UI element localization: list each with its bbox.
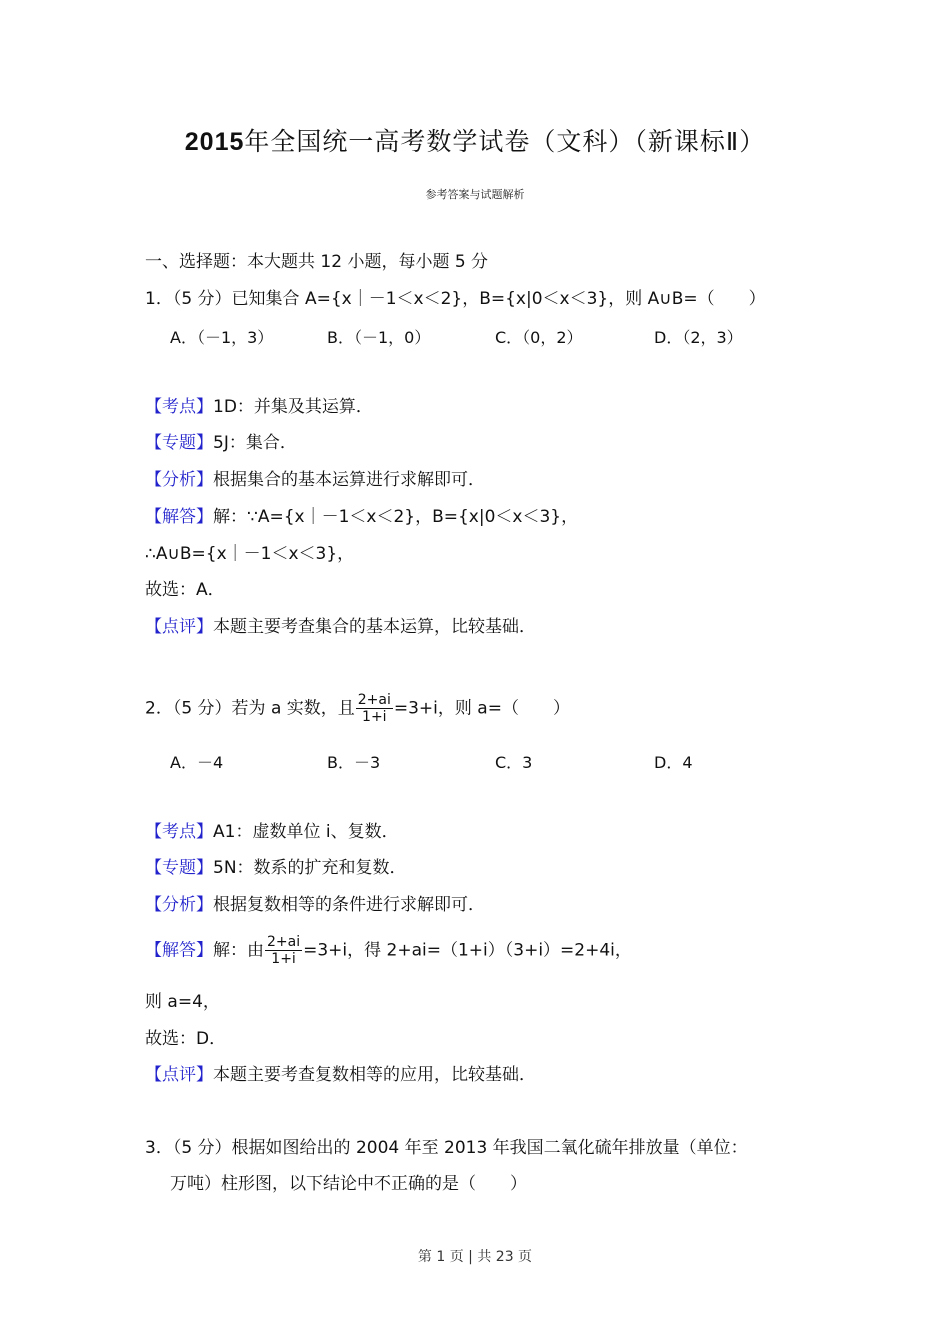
fenxi-tag: 【分析】 bbox=[145, 470, 213, 490]
fraction-denominator: 1+i bbox=[362, 709, 387, 725]
q2-kaodian bbox=[145, 821, 399, 843]
q1-dianping bbox=[145, 616, 536, 638]
jieda-prefix: 解：由 bbox=[213, 940, 264, 961]
dianping-text: 本题主要考查集合的基本运算，比较基础． bbox=[213, 617, 536, 637]
fenxi-tag: 【分析】 bbox=[145, 895, 213, 915]
q1-option-b: B．（－1，0） bbox=[327, 328, 431, 347]
dianping-text: 本题主要考查复数相等的应用，比较基础． bbox=[213, 1065, 536, 1085]
kaodian-tag: 【考点】 bbox=[145, 822, 213, 842]
q3-stem-line1: 3．（5 分）根据如图给出的 2004 年至 2013 年我国二氧化硫年排放量（单位： bbox=[145, 1138, 748, 1158]
q2-fenxi bbox=[145, 894, 485, 916]
q2-option-c: C．3 bbox=[495, 753, 533, 772]
page-footer: 第 1 页 | 共 23 页 bbox=[417, 1249, 533, 1265]
q3-stem-line2: 万吨）柱形图，以下结论中不正确的是（ ） bbox=[170, 1174, 527, 1194]
title-year: 2015 bbox=[184, 128, 245, 156]
q2-stem bbox=[145, 692, 570, 725]
zhuanti-text: 5N：数系的扩充和复数． bbox=[213, 858, 407, 878]
kaodian-tag: 【考点】 bbox=[145, 397, 213, 417]
q1-option-a: A．（－1，3） bbox=[170, 328, 274, 347]
jieda-line: 解：∵A={x｜－1＜x＜2}，B={x|0＜x＜3}， bbox=[213, 507, 579, 527]
zhuanti-tag: 【专题】 bbox=[145, 858, 213, 878]
fraction-numerator: 2+ai bbox=[357, 692, 391, 708]
subtitle: 参考答案与试题解析 bbox=[425, 188, 525, 201]
q2-stem-prefix: 2．（5 分）若为 a 实数，且 bbox=[145, 698, 355, 719]
q1-zhuanti bbox=[145, 432, 297, 454]
q1-jieda-line2: ∴A∪B={x｜－1＜x＜3}， bbox=[145, 544, 355, 564]
q2-fraction bbox=[356, 692, 393, 725]
title-text: 年全国统一高考数学试卷（文科）（新课标Ⅱ） bbox=[244, 127, 766, 156]
jieda-suffix: =3+i，得 2+ai=（1+i）（3+i）=2+4i， bbox=[303, 940, 632, 961]
q2-dianping bbox=[145, 1064, 536, 1086]
zhuanti-text: 5J：集合． bbox=[213, 433, 297, 453]
q1-kaodian bbox=[145, 396, 373, 418]
q1-options bbox=[0, 325, 950, 347]
page-title bbox=[0, 122, 950, 158]
q2-jieda-fraction bbox=[265, 934, 302, 967]
q1-jieda bbox=[145, 506, 578, 528]
q1-stem: 1．（5 分）已知集合 A={x｜－1＜x＜2}，B={x|0＜x＜3}，则 A∪B=（ ） bbox=[145, 289, 766, 309]
fraction-denominator: 1+i bbox=[271, 951, 296, 967]
q2-option-d: D．4 bbox=[654, 753, 693, 772]
q1-jieda-line3: 故选：A． bbox=[145, 580, 225, 600]
jieda-tag: 【解答】 bbox=[145, 507, 213, 527]
q2-options bbox=[0, 750, 950, 772]
q2-option-b: B．－3 bbox=[327, 753, 381, 772]
section-heading: 一、选择题：本大题共 12 小题，每小题 5 分 bbox=[145, 252, 489, 272]
dianping-tag: 【点评】 bbox=[145, 1065, 213, 1085]
q1-option-d: D．（2，3） bbox=[654, 328, 743, 347]
kaodian-text: A1：虚数单位 i、复数． bbox=[213, 822, 399, 842]
dianping-tag: 【点评】 bbox=[145, 617, 213, 637]
fraction-numerator: 2+ai bbox=[267, 934, 301, 950]
fenxi-text: 根据集合的基本运算进行求解即可． bbox=[213, 470, 485, 490]
fenxi-text: 根据复数相等的条件进行求解即可． bbox=[213, 895, 485, 915]
q2-zhuanti bbox=[145, 857, 407, 879]
q2-jieda-line2: 则 a=4， bbox=[145, 992, 220, 1012]
q2-stem-suffix: =3+i，则 a=（ ） bbox=[393, 698, 570, 719]
q2-jieda bbox=[145, 934, 632, 967]
jieda-tag: 【解答】 bbox=[145, 940, 213, 961]
zhuanti-tag: 【专题】 bbox=[145, 433, 213, 453]
q1-fenxi bbox=[145, 469, 485, 491]
q2-jieda-line3: 故选：D． bbox=[145, 1029, 227, 1049]
kaodian-text: 1D：并集及其运算． bbox=[213, 397, 373, 417]
q2-option-a: A．－4 bbox=[170, 753, 224, 772]
q1-option-c: C．（0，2） bbox=[495, 328, 583, 347]
